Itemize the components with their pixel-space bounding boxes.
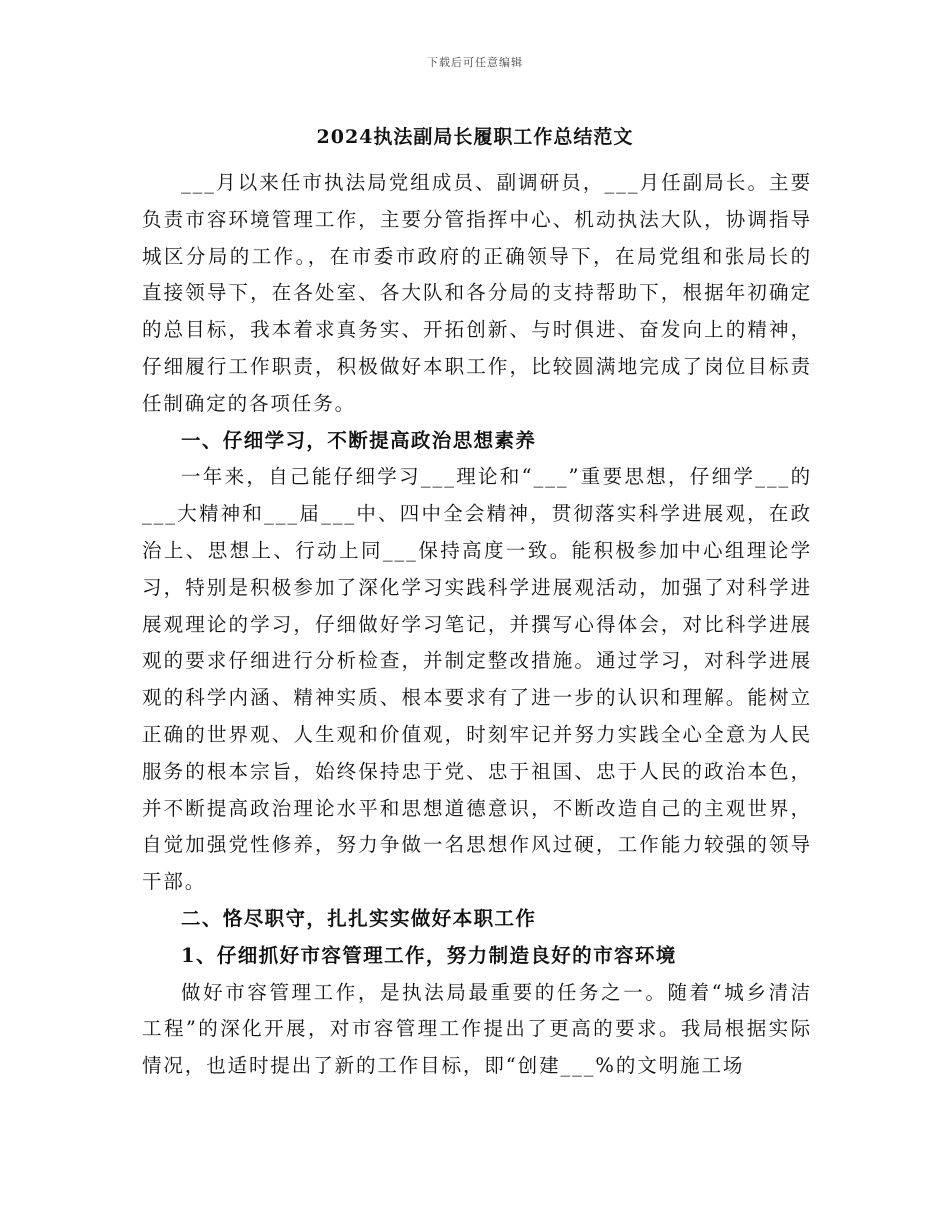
document-body [142, 165, 812, 1085]
subsection-1-paragraph: 做好市容管理工作，是执法局最重要的任务之一。随着“城乡清洁工程”的深化开展，对市容管理工作提出了更高的要求。我局根据实际情况，也适时提出了新的工作目标，即“创建___%的文明施工场 [142, 980, 812, 1078]
intro-paragraph: ___月以来任市执法局党组成员、副调研员，___月任副局长。主要负责市容环境管理工作，主要分管指挥中心、机动执法大队，协调指导城区分局的工作。，在市委市政府的正确领导下，在局党组和张局长的直接领导下，在各处室、各大队和各分局的支持帮助下，根据年初确定的总目标，我本着求真务实、开拓创新、与时俱进、奋发向上的精神，仔细履行工作职责，积极做好本职工作，比较圆满地完成了岗位目标责任制确定的各项任务。 [142, 171, 812, 415]
section-2-heading: 二、恪尽职守，扎扎实实做好本职工作 [181, 906, 537, 930]
page-header-note: 下载后可任意编辑 [427, 56, 523, 69]
document-title: 2024执法副局长履职工作总结范文 [316, 126, 634, 148]
subsection-1-heading: 1、仔细抓好市容管理工作，努力制造良好的市容环境 [181, 943, 677, 967]
section-1-heading: 一、仔细学习，不断提高政治思想素养 [181, 428, 537, 452]
section-1-paragraph: 一年来，自己能仔细学习___理论和“___”重要思想，仔细学___的___大精神和___届___中、四中全会精神，贯彻落实科学进展观，在政治上、思想上、行动上同___保持高度一致。能积极参加中心组理论学习，特别是积极参加了深化学习实践科学进展观活动，加强了对科学进展观理论的学习，仔细做好学习笔记，并撰写心得体会，对比科学进展观的要求仔细进行分析检查，并制定整改措施。通过学习，对科学进展观的科学内涵、精神实质、根本要求有了进一步的认识和理解。能树立正确的世界观、人生观和价值观，时刻牢记并努力实践全心全意为人民服务的根本宗旨，始终保持忠于党、忠于祖国、忠于人民的政治本色，并不断提高政治理论水平和思想道德意识，不断改造自己的主观世界，自觉加强党性修养，努力争做一名思想作风过硬，工作能力较强的领导干部。 [142, 465, 812, 894]
